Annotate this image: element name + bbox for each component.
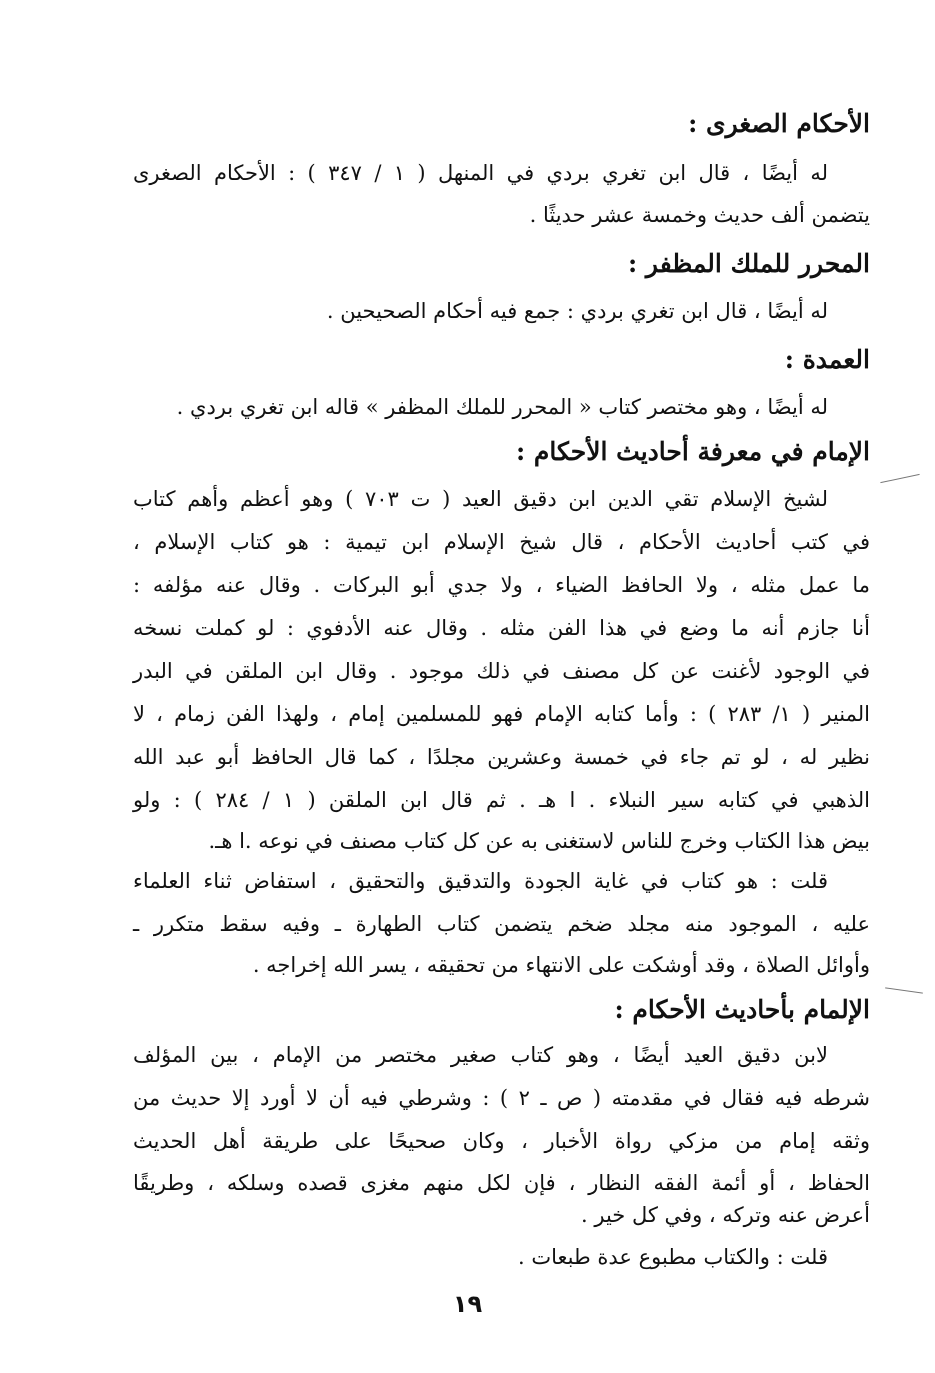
section-heading-imam: الإمام في معرفة أحاديث الأحكام : (515, 437, 870, 466)
paragraph-line: قلت : والكتاب مطبوع عدة طبعات . (518, 1245, 828, 1269)
section-heading-ahkam-sughra: الأحكام الصغرى : (688, 109, 870, 138)
paragraph-line: نظير له ، لو تم جاء في خمسة وعشرين مجلدًا ، كما قال الحافظ أبو عبد الله (133, 745, 870, 769)
paragraph-line: أعرض عنه وتركه ، وفي كل خير . (581, 1203, 870, 1227)
paragraph-line: يتضمن ألف حديث وخمسة عشر حديثًا . (529, 203, 870, 227)
paragraph-line: له أيضًا ، وهو مختصر كتاب « المحرر للملك المظفر » قاله ابن تغري بردي . (176, 395, 828, 419)
paragraph-line: شرطه فيه فقال في مقدمته ( ص ـ ٢ ) : وشرطي فيه أن لا أورد إلا حديث من (133, 1086, 870, 1110)
paragraph-line: بيض هذا الكتاب وخرج للناس لاستغنى به عن كل كتاب مصنف في نوعه .ا هـ. (208, 829, 870, 853)
paragraph-line: في الوجود لأغنت عن كل مصنف في ذلك موجود . وقال ابن الملقن في البدر (133, 659, 870, 683)
section-heading-ilmam: الإلمام بأحاديث الأحكام : (614, 995, 870, 1024)
paragraph-line: وثقه إمام من مزكي رواة الأخبار ، وكان صحيحًا على طريقة أهل الحديث (133, 1129, 870, 1153)
section-heading-muharrar: المحرر للملك المظفر : (627, 249, 870, 278)
paragraph-line: له أيضًا ، قال ابن تغري بردي في المنهل ( ١ / ٣٤٧ ) : الأحكام الصغرى (133, 161, 828, 185)
scan-mark (885, 987, 923, 993)
section-heading-umda: العمدة : (784, 345, 870, 374)
paragraph-line: المنير ( ١/ ٢٨٣ ) : وأما كتابه الإمام فهو للمسلمين إمام ، ولهذا الفن زمام ، لا (133, 702, 870, 726)
paragraph-line: الحفاظ ، أو أئمة الفقه النظار ، فإن لكل منهم مغزى قصده وسلكه ، وطريقًا (133, 1171, 870, 1195)
paragraph-line: الذهبي في كتابه سير النبلاء . ا هـ . ثم قال ابن الملقن ( ١ / ٢٨٤ ) : ولو (133, 788, 870, 812)
paragraph-line: لابن دقيق العيد أيضًا ، وهو كتاب صغير مختصر من الإمام ، بين المؤلف (133, 1043, 828, 1067)
page-number: ١٩ (452, 1290, 483, 1318)
paragraph-line: في كتب أحاديث الأحكام ، قال شيخ الإسلام ابن تيمية : هو كتاب الإسلام ، (133, 530, 870, 554)
paragraph-line: أنا جازم أنه ما وضع في هذا الفن مثله . وقال عنه الأدفوي : لو كملت نسخه (133, 616, 870, 640)
paragraph-line: لشيخ الإسلام تقي الدين ابن دقيق العيد ( ت ٧٠٣ ) وهو أعظم وأهم كتاب (133, 487, 828, 511)
paragraph-line: ما عمل مثله ، ولا الحافظ الضياء ، ولا جدي أبو البركات . وقال عنه مؤلفه : (133, 573, 870, 597)
paragraph-line: عليه ، الموجود منه مجلد ضخم يتضمن كتاب الطهارة ـ وفيه سقط متكرر ـ (133, 912, 870, 936)
paragraph-line: قلت : هو كتاب في غاية الجودة والتدقيق والتحقيق ، استفاض ثناء العلماء (133, 869, 828, 893)
paragraph-line: له أيضًا ، قال ابن تغري بردي : جمع فيه أحكام الصحيحين . (326, 299, 828, 323)
scan-mark (880, 474, 919, 483)
paragraph-line: وأوائل الصلاة ، وقد أوشكت على الانتهاء من تحقيقه ، يسر الله إخراجه . (252, 953, 870, 977)
